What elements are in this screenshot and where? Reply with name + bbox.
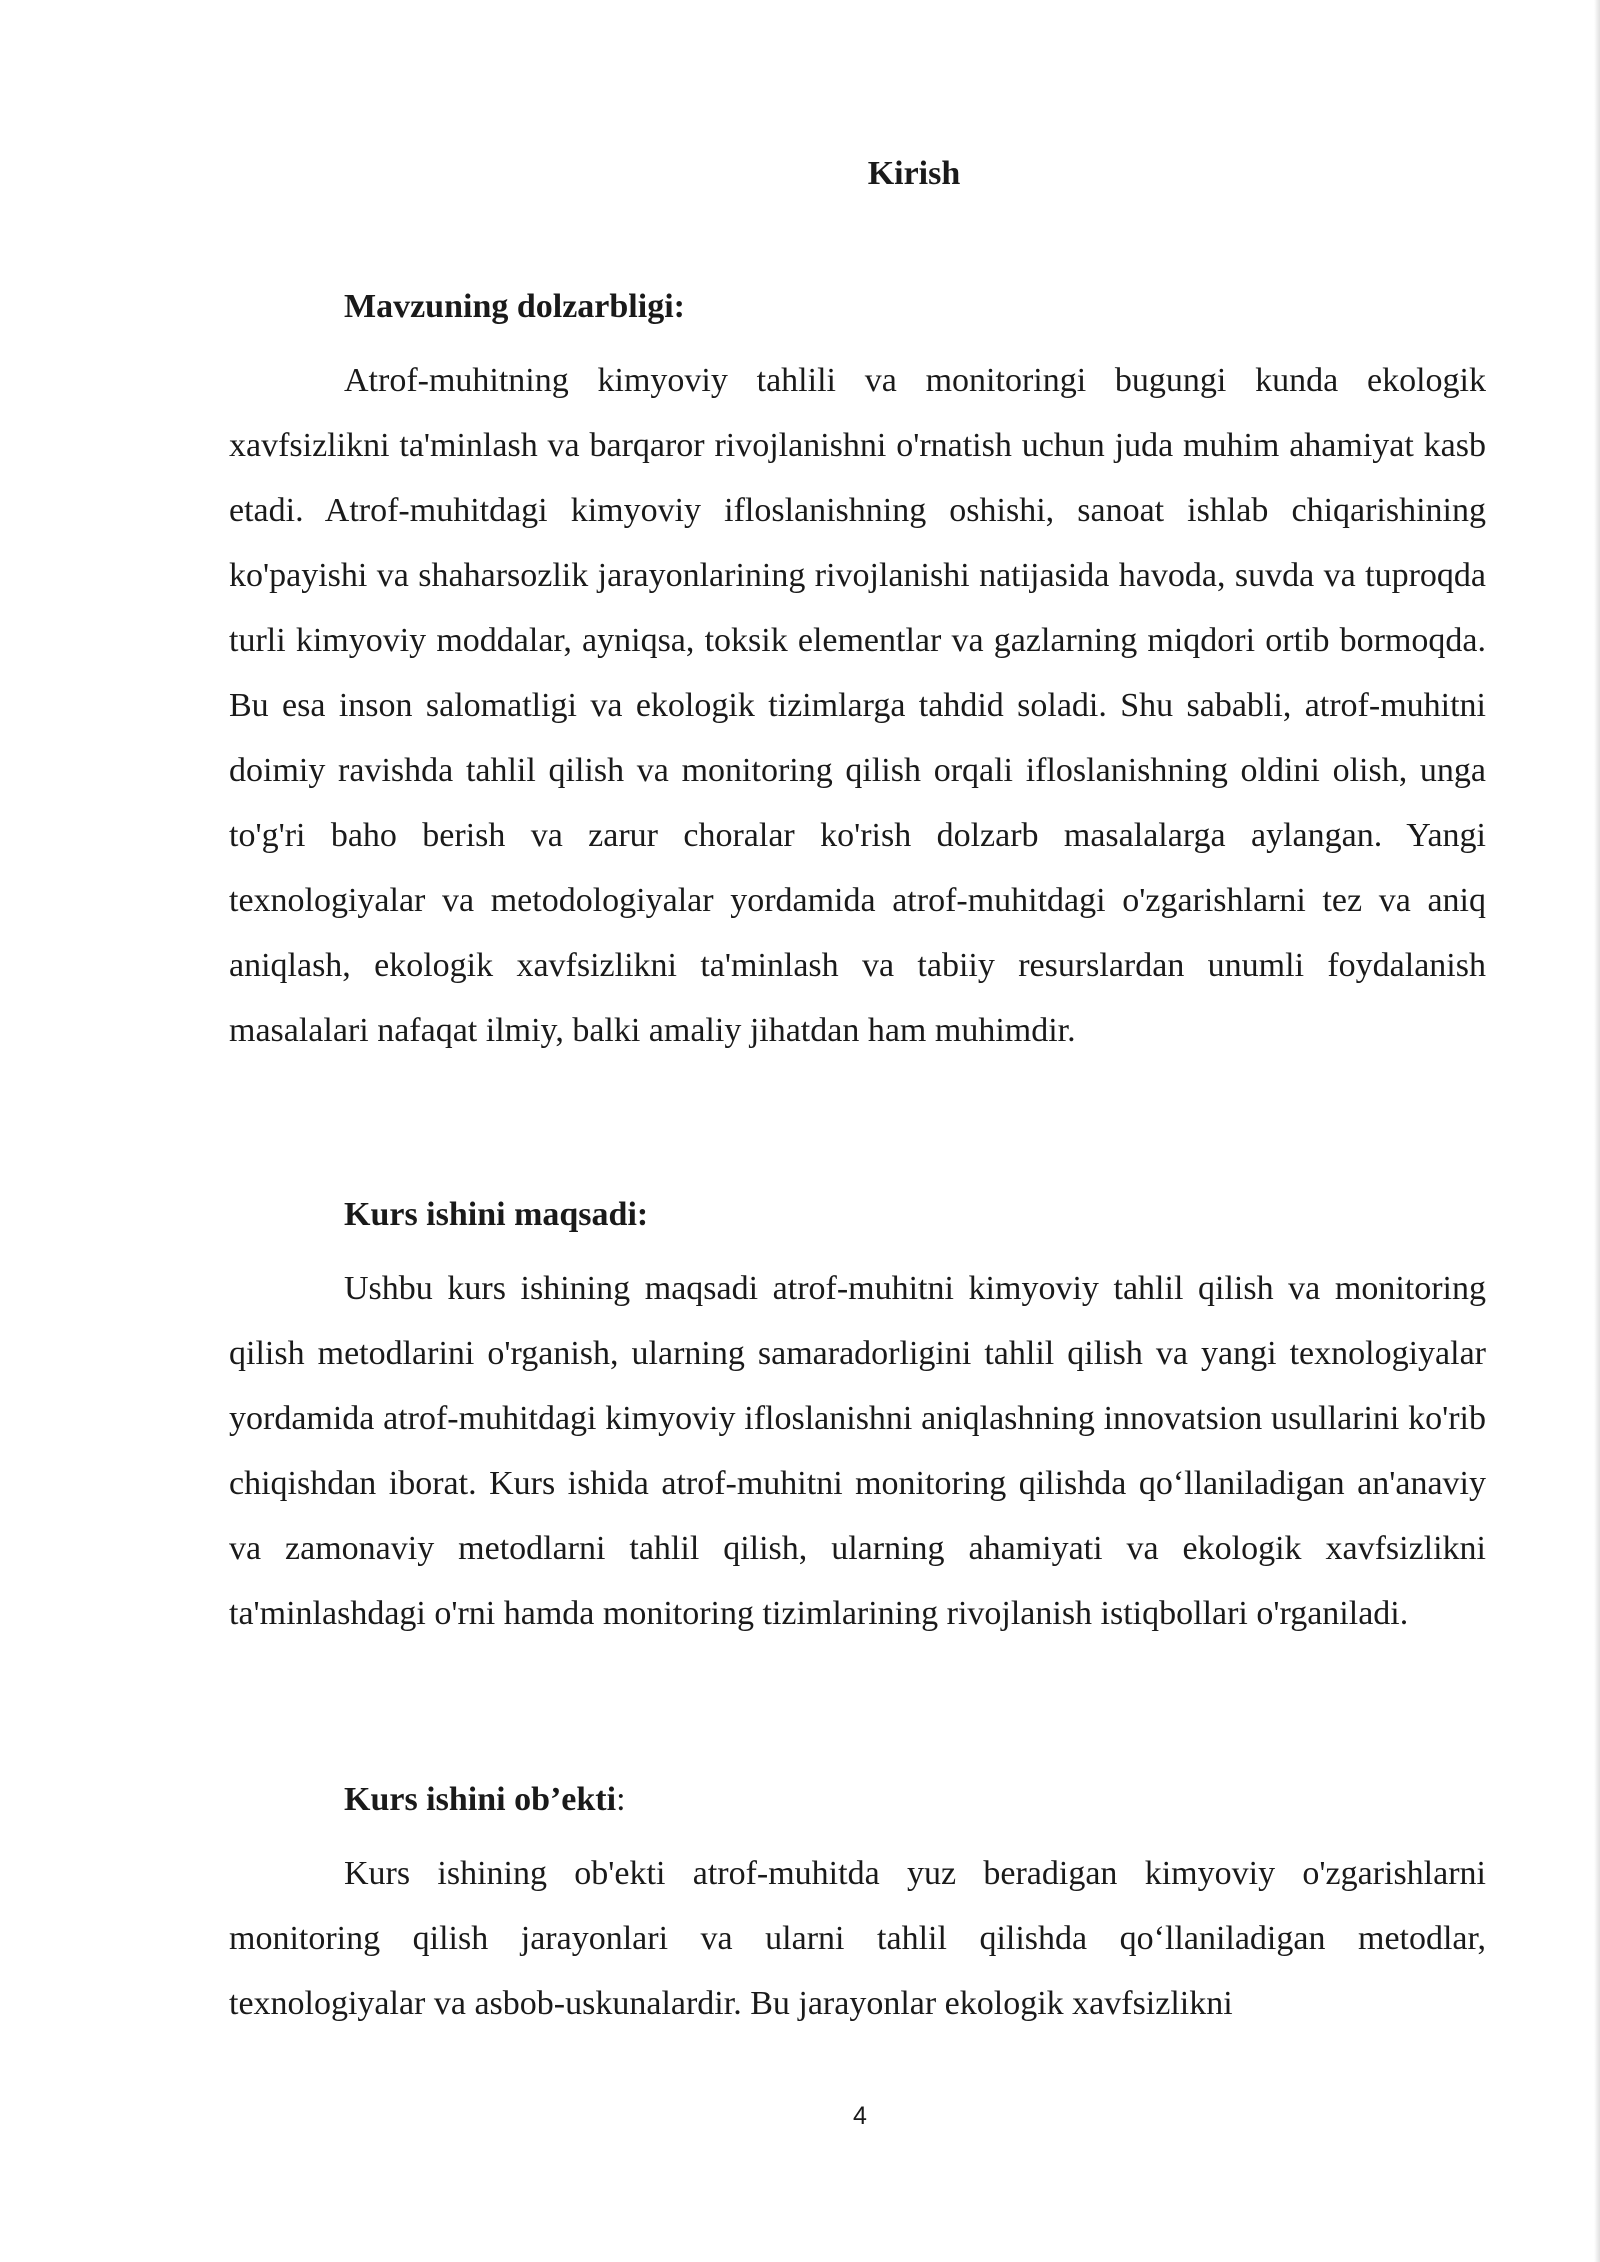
section-goal (229, 1191, 1486, 1646)
section-heading-object-text: Kurs ishini ob’ekti (344, 1781, 617, 1818)
page-title: Kirish (867, 155, 961, 192)
section-heading-object-colon: : (616, 1781, 626, 1818)
section-paragraph-goal: Ushbu kurs ishining maqsadi atrof-muhitni kimyoviy tahlil qilish va monitoring qilish metodlarini o'rganish, ularning samaradorligini tahlil qilish va yangi texnologiyalar yordamida atrof-muhitdagi kimyoviy ifloslanishni aniqlashning innovatsion usullarini ko'rib chiqishdan iborat. Kurs ishida atrof-muhitni monitoring qilishda qo‘llaniladigan an'anaviy va zamonaviy metodlarni tahlil qilish, ularning ahamiyati va ekologik xavfsizlikni ta'minlashdagi o'rni hamda monitoring tizimlarining rivojlanish istiqbollari o'rganiladi. (229, 1270, 1486, 1632)
section-paragraph-object: Kurs ishining ob'ekti atrof-muhitda yuz beradigan kimyoviy o'zgarishlarni monitoring qilish jarayonlari va ularni tahlil qilishda qo‘llaniladigan metodlar, texnologiyalar va asbob-uskunalardir. Bu jarayonlar ekologik xavfsizlikni (229, 1855, 1486, 2022)
page-number: 4 (853, 2102, 867, 2130)
section-object (229, 1776, 1486, 2036)
section-heading-object (229, 1776, 1486, 1824)
section-heading-relevance: Mavzuning dolzarbligi: (344, 288, 685, 325)
section-relevance (229, 283, 1486, 1063)
section-paragraph-relevance: Atrof-muhitning kimyoviy tahlili va monitoringi bugungi kunda ekologik xavfsizlikni ta'minlash va barqaror rivojlanishni o'rnatish uchun juda muhim ahamiyat kasb etadi. Atrof-muhitdagi kimyoviy ifloslanishning oshishi, sanoat ishlab chiqarishining ko'payishi va shaharsozlik jarayonlarining rivojlanishi natijasida havoda, suvda va tuproqda turli kimyoviy moddalar, ayniqsa, toksik elementlar va gazlarning miqdori ortib bormoqda. Bu esa inson salomatligi va ekologik tizimlarga tahdid soladi. Shu sababli, atrof-muhitni doimiy ravishda tahlil qilish va monitoring qilish orqali ifloslanishning oldini olish, unga to'g'ri baho berish va zarur choralar ko'rish dolzarb masalalarga aylangan. Yangi texnologiyalar va metodologiyalar yordamida atrof-muhitdagi o'zgarishlarni tez va aniq aniqlash, ekologik xavfsizlikni ta'minlash va tabiiy resurslardan unumli foydalanish masalalari nafaqat ilmiy, balki amaliy jihatdan ham muhimdir. (229, 362, 1486, 1049)
page-edge-shadow (1594, 0, 1600, 2262)
section-heading-goal: Kurs ishini maqsadi: (344, 1196, 649, 1233)
